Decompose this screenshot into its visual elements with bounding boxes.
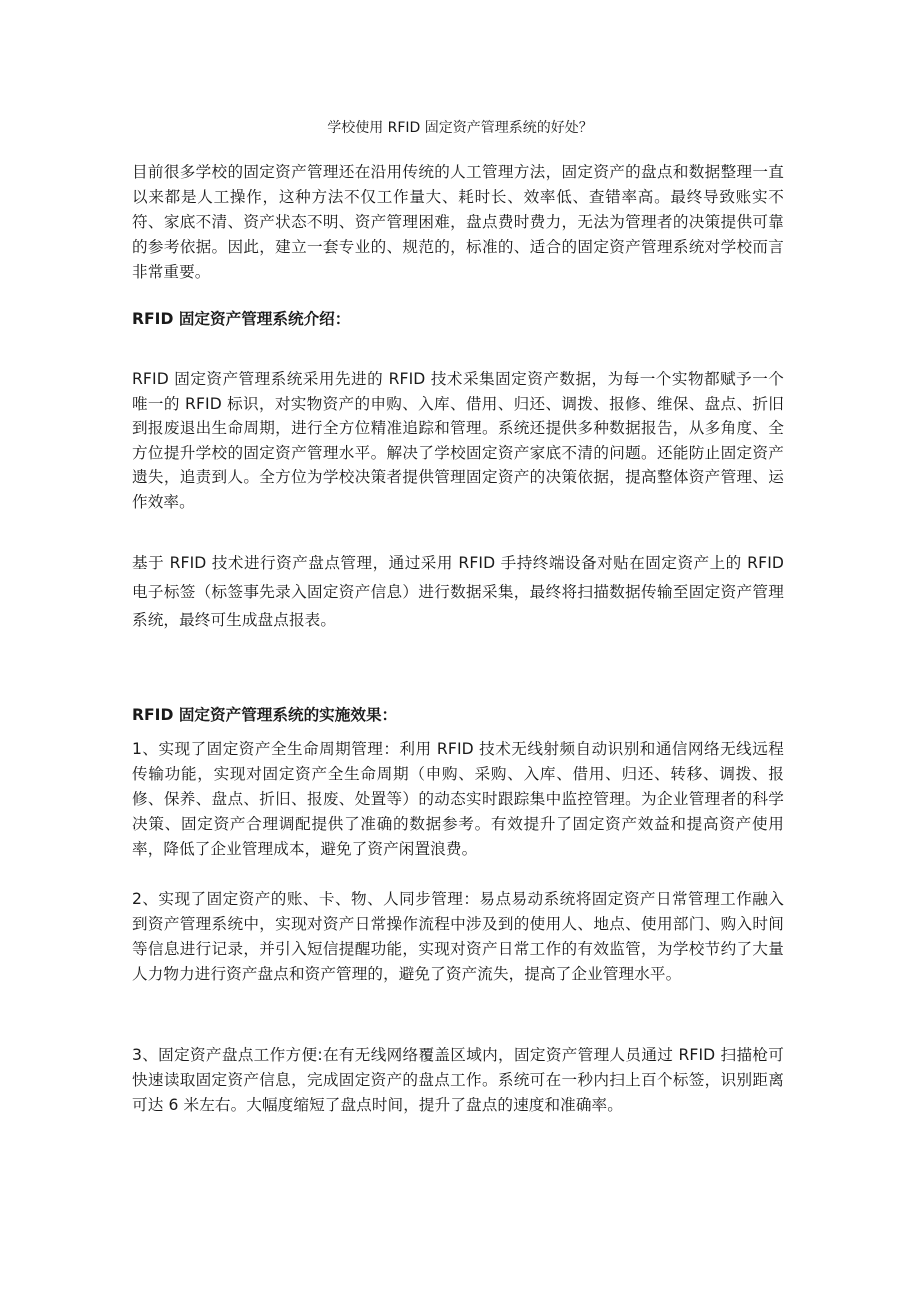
effects-heading: RFID 固定资产管理系统的实施效果： [132,706,398,724]
effect-item-2: 2、实现了固定资产的账、卡、物、人同步管理：易点易动系统将固定资产日常管理工作融入到资产管理系统中，实现对资产日常操作流程中涉及到的使用人、地点、使用部门、购入时间等信息进行记录，并引入短信提醒功能，实现对资产日常工作的有效监管，为学校节约了大量人力物力进行资产盘点和资产管理的，避免了资产流失，提高了企业管理水平。 [132,890,784,983]
system-intro-paragraph: RFID 固定资产管理系统采用先进的 RFID 技术采集固定资产数据，为每一个实物都赋予一个唯一的 RFID 标识，对实物资产的申购、入库、借用、归还、调拨、报修、维保、盘点、折旧到报废退出生命周期，进行全方位精准追踪和管理。系统还提供多种数据报告，从多角度、全方位提升学校的固定资产管理水平。解决了学校固定资产家底不清的问题。还能防止固定资产遗失，追责到人。全方位为学校决策者提供管理固定资产的决策依据，提高整体资产管理、运作效率。 [132,370,784,511]
effect-item-3: 3、固定资产盘点工作方便:在有无线网络覆盖区域内，固定资产管理人员通过 RFID 扫描枪可快速读取固定资产信息，完成固定资产的盘点工作。系统可在一秒内扫上百个标签，识别距离可达 6 米左右。大幅度缩短了盘点时间，提升了盘点的速度和准确率。 [132,1046,784,1114]
intro-paragraph: 目前很多学校的固定资产管理还在沿用传统的人工管理方法，固定资产的盘点和数据整理一直以来都是人工操作，这种方法不仅工作量大、耗时长、效率低、查错率高。最终导致账实不符、家底不清、资产状态不明、资产管理困难，盘点费时费力，无法为管理者的决策提供可靠的参考依据。因此，建立一套专业的、规范的，标准的、适合的固定资产管理系统对学校而言非常重要。 [132,163,784,281]
document-title: 学校使用 RFID 固定资产管理系统的好处？ [327,120,593,136]
system-intro-heading: RFID 固定资产管理系统介绍： [132,310,351,328]
effect-item-1: 1、实现了固定资产全生命周期管理：利用 RFID 技术无线射频自动识别和通信网络无线远程传输功能，实现对固定资产全生命周期（申购、采购、入库、借用、归还、转移、调拨、报修、保养、盘点、折旧、报废、处置等）的动态实时跟踪集中监控管理。为企业管理者的科学决策、固定资产合理调配提供了准确的数据参考。有效提升了固定资产效益和提高资产使用率，降低了企业管理成本，避免了资产闲置浪费。 [132,740,784,858]
inventory-paragraph: 基于 RFID 技术进行资产盘点管理，通过采用 RFID 手持终端设备对贴在固定资产上的 RFID 电子标签（标签事先录入固定资产信息）进行数据采集，最终将扫描数据传输至固定资产管理系统，最终可生成盘点报表。 [132,554,784,629]
